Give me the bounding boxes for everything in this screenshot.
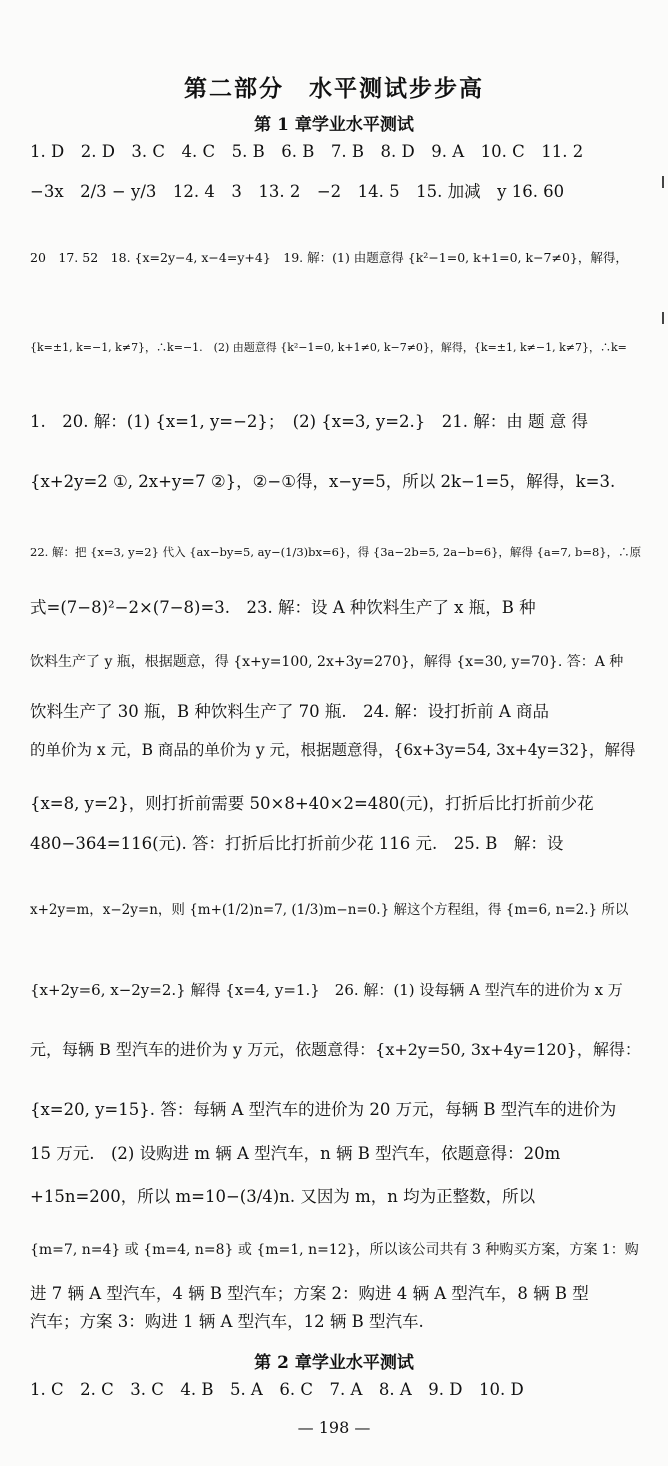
edge-mark bbox=[662, 312, 664, 324]
answer-line: 饮料生产了 30 瓶，B 种饮料生产了 70 瓶. 24. 解：设打折前 A 商品 bbox=[30, 702, 549, 721]
answer-line: 式=(7−8)²−2×(7−8)=3. 23. 解：设 A 种饮料生产了 x 瓶，B 种 bbox=[30, 598, 536, 617]
chapter2-answers: 1. C 2. C 3. C 4. B 5. A 6. C 7. A 8. A 9. D 10. D bbox=[30, 1380, 524, 1399]
answer-line: 汽车；方案 3：购进 1 辆 A 型汽车，12 辆 B 型汽车. bbox=[30, 1312, 424, 1331]
chapter1-heading: 第 1 章学业水平测试 bbox=[254, 115, 414, 135]
answer-line: 20 17. 52 18. {x=2y−4, x−4=y+4} 19. 解：(1) 由题意得 {k²−1=0, k+1=0, k−7≠0}，解得， bbox=[30, 250, 628, 265]
answer-line: 15 万元. (2) 设购进 m 辆 A 型汽车，n 辆 B 型汽车，依题意得：20m bbox=[30, 1144, 561, 1163]
answer-line: {x=8, y=2}，则打折前需要 50×8+40×2=480(元)，打折后比打折前少花 bbox=[30, 794, 594, 813]
edge-mark bbox=[662, 176, 664, 188]
answer-line: 进 7 辆 A 型汽车，4 辆 B 型汽车；方案 2：购进 4 辆 A 型汽车，8 辆 B 型 bbox=[30, 1284, 589, 1303]
answer-line: −3x 2/3 − y/3 12. 4 3 13. 2 −2 14. 5 15. 加减 y 16. 60 bbox=[30, 182, 565, 201]
answer-line: 480−364=116(元). 答：打折后比打折前少花 116 元. 25. B 解：设 bbox=[30, 834, 564, 853]
answer-line: 元，每辆 B 型汽车的进价为 y 万元，依题意得：{x+2y=50, 3x+4y=120}，解得： bbox=[30, 1040, 641, 1059]
answer-line: x+2y=m，x−2y=n，则 {m+(1/2)n=7, (1/3)m−n=0.} 解这个方程组，得 {m=6, n=2.} 所以 bbox=[30, 902, 629, 918]
answer-line: 饮料生产了 y 瓶，根据题意，得 {x+y=100, 2x+3y=270}，解得 {x=30, y=70}. 答：A 种 bbox=[30, 654, 624, 670]
answer-line: 的单价为 x 元，B 商品的单价为 y 元，根据题意得，{6x+3y=54, 3x+4y=32}，解得 bbox=[30, 741, 636, 759]
answer-line: {x+2y=6, x−2y=2.} 解得 {x=4, y=1.} 26. 解：(1) 设每辆 A 型汽车的进价为 x 万 bbox=[30, 981, 623, 999]
page-number: — 198 — bbox=[297, 1418, 371, 1437]
answer-line: {x=20, y=15}. 答：每辆 A 型汽车的进价为 20 万元，每辆 B 型汽车的进价为 bbox=[30, 1100, 617, 1119]
answer-line: {k=±1, k=−1, k≠7}，∴k=−1. (2) 由题意得 {k²−1=0, k+1≠0, k−7≠0}，解得，{k=±1, k≠−1, k≠7}，∴k= bbox=[30, 341, 627, 354]
answer-line: +15n=200，所以 m=10−(3/4)n. 又因为 m，n 均为正整数，所以 bbox=[30, 1187, 536, 1206]
answer-line: 22. 解：把 {x=3, y=2} 代入 {ax−by=5, ay−(1/3)bx=6}，得 {3a−2b=5, 2a−b=6}，解得 {a=7, b=8}，∴原 bbox=[30, 545, 642, 559]
chapter2-heading: 第 2 章学业水平测试 bbox=[254, 1353, 414, 1373]
answer-line: {x+2y=2 ①, 2x+y=7 ②}，②−①得，x−y=5，所以 2k−1=5，解得，k=3. bbox=[30, 472, 616, 491]
answer-line: 1. 20. 解：(1) {x=1, y=−2}； (2) {x=3, y=2.} 21. 解：由 题 意 得 bbox=[30, 412, 589, 431]
answer-line: {m=7, n=4} 或 {m=4, n=8} 或 {m=1, n=12}，所以该公司共有 3 种购买方案，方案 1：购 bbox=[30, 1242, 639, 1258]
answer-line: 1. D 2. D 3. C 4. C 5. B 6. B 7. B 8. D 9. A 10. C 11. 2 bbox=[30, 142, 584, 161]
page-title: 第二部分 水平测试步步高 bbox=[184, 75, 484, 102]
